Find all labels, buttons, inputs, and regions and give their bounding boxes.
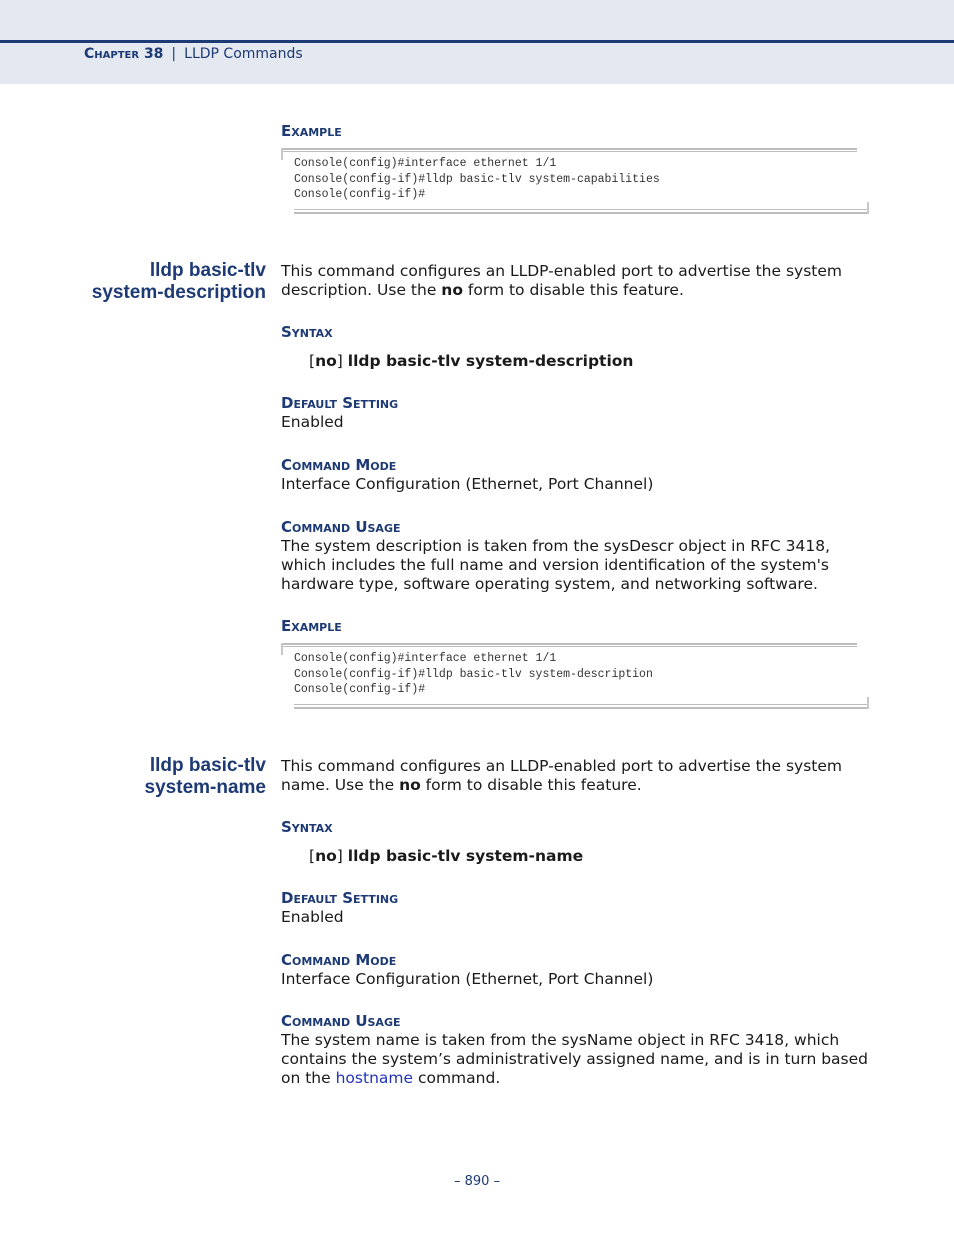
desc-text: This command configures an LLDP-enabled port to advertise the system description. Use the [281, 262, 843, 299]
example-heading: Example [281, 617, 342, 635]
code-block [281, 148, 869, 218]
command-description [281, 757, 876, 795]
mode-heading: Command Mode [281, 951, 397, 969]
syntax-line [309, 352, 633, 370]
bracket-open: [ [309, 847, 316, 865]
bracket-open: [ [309, 352, 316, 370]
mode-heading: Command Mode [281, 456, 397, 474]
mode-value: Interface Configuration (Ethernet, Port Channel) [281, 970, 654, 988]
bracket-close: ] [336, 847, 343, 865]
page-number: – 890 – [453, 1174, 501, 1189]
desc-text: This command configures an LLDP-enabled port to advertise the system name. Use the [281, 757, 843, 794]
usage-text: The system description is taken from the sysDescr object in RFC 3418, which includes the full name and version identification of the system's hardware type, software operating system, and networking software. [281, 537, 831, 593]
command-title-line2: system-description [91, 282, 266, 303]
syntax-heading: Syntax [281, 323, 333, 341]
syntax-command: lldp basic-tlv system-description [347, 352, 634, 370]
default-heading: Default Setting [281, 394, 399, 412]
command-description [281, 262, 876, 300]
usage-heading: Command Usage [281, 518, 401, 536]
header-rule [0, 40, 954, 43]
code-block [281, 643, 869, 713]
default-value: Enabled [281, 413, 344, 431]
usage-text-start: The system name is taken from the sysName object in RFC 3418, which contains the system’s administratively assigned name, and is in turn based on the [281, 1031, 868, 1087]
syntax-line [309, 847, 583, 865]
code-text: Console(config)#interface ethernet 1/1 Console(config-if)#lldp basic-tlv system-description Console(config-if)# [294, 652, 653, 696]
running-head [84, 46, 303, 62]
chapter-label: Chapter 38 [84, 46, 164, 62]
example-heading: Example [281, 122, 342, 140]
desc-text-end: form to disable this feature. [462, 281, 684, 299]
command-title-line1: lldp basic-tlv [149, 755, 266, 776]
usage-text-end: command. [413, 1069, 501, 1087]
header-separator: | [171, 46, 177, 62]
syntax-no: no [315, 847, 337, 865]
syntax-no: no [315, 352, 337, 370]
usage-text [281, 1031, 876, 1088]
code-text: Console(config)#interface ethernet 1/1 Console(config-if)#lldp basic-tlv system-capabilities Console(config-if)# [294, 157, 660, 201]
desc-keyword: no [399, 776, 421, 794]
mode-value: Interface Configuration (Ethernet, Port Channel) [281, 475, 654, 493]
syntax-heading: Syntax [281, 818, 333, 836]
command-title-line2: system-name [144, 777, 266, 798]
desc-keyword: no [441, 281, 463, 299]
usage-heading: Command Usage [281, 1012, 401, 1030]
hostname-link[interactable]: hostname [335, 1069, 414, 1087]
syntax-command: lldp basic-tlv system-name [347, 847, 584, 865]
command-title [92, 260, 266, 304]
bracket-close: ] [336, 352, 343, 370]
chapter-title: LLDP Commands [184, 46, 303, 62]
default-heading: Default Setting [281, 889, 399, 907]
command-title-line1: lldp basic-tlv [149, 260, 266, 281]
desc-text-end: form to disable this feature. [420, 776, 642, 794]
command-title [145, 755, 266, 799]
default-value: Enabled [281, 908, 344, 926]
